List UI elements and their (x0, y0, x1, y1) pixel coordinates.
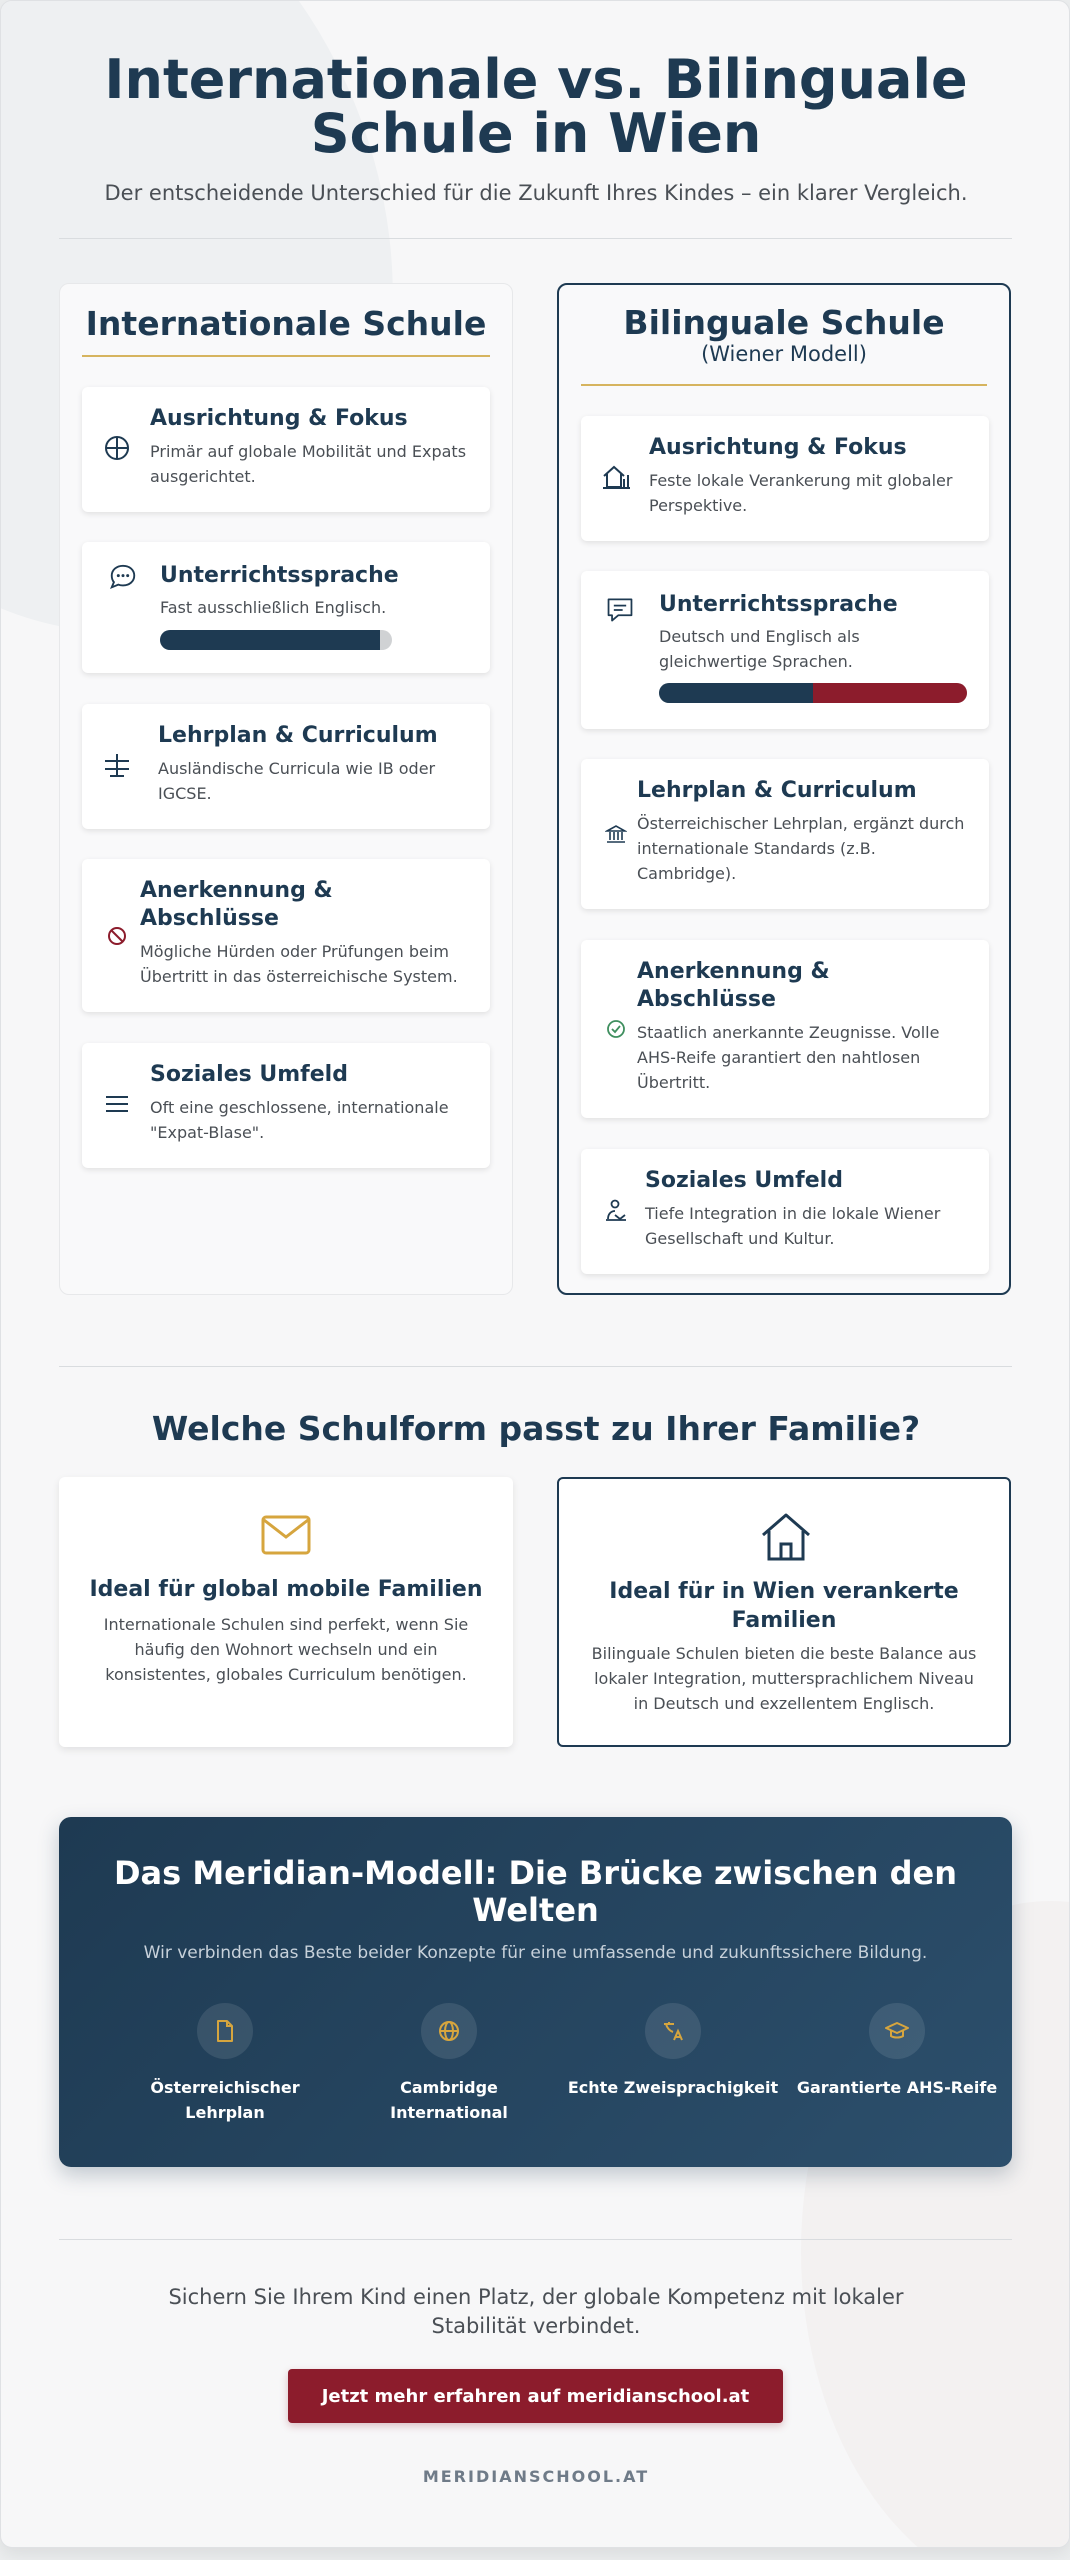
chat-bubble-icon (108, 562, 138, 592)
meridian-model-banner (59, 1817, 1012, 2167)
menu-lines-icon (102, 1089, 132, 1119)
page-subtitle: Der entscheidende Unterschied für die Zukunft Ihres Kindes – ein klarer Vergleich. (104, 181, 968, 205)
card-description: Bilinguale Schulen bieten die beste Balance aus lokaler Integration, muttersprachlichem Niveau in Deutsch und exzellentem Englisch. (591, 1644, 977, 1713)
local-family-card (557, 1477, 1011, 1747)
card-title: Unterrichtssprache (659, 592, 898, 617)
globe-icon (102, 433, 132, 463)
globe-icon (421, 2003, 477, 2059)
feature-label: Echte Zweisprachigkeit (567, 2078, 779, 2097)
card-anerkennung (82, 859, 490, 1012)
column-divider (82, 355, 490, 357)
divider (59, 1366, 1012, 1367)
card-title: Ausrichtung & Fokus (649, 435, 907, 460)
community-icon (601, 1195, 631, 1225)
learn-more-button[interactable]: Jetzt mehr erfahren auf meridianschool.at (288, 2369, 783, 2423)
card-description: Staatlich anerkannte Zeugnisse. Volle AHS-Reife garantiert den nahtlosen Übertritt. (637, 1023, 940, 1092)
column-title: Bilinguale Schule (623, 303, 945, 342)
english-share-bar (160, 630, 380, 650)
card-ausrichtung (581, 416, 989, 541)
translate-icon (645, 2003, 701, 2059)
international-school-column (59, 283, 513, 1295)
card-title: Ideal für global mobile Familien (89, 1577, 483, 1602)
card-title: Unterrichtssprache (160, 563, 399, 588)
card-title: Anerkennung & Abschlüsse (637, 959, 830, 1012)
column-divider (581, 384, 987, 386)
divider (59, 2239, 1012, 2240)
footer-brand[interactable]: MERIDIANSCHOOL.AT (422, 2467, 650, 2486)
message-icon (605, 595, 635, 625)
card-title: Lehrplan & Curriculum (637, 778, 917, 803)
card-lehrplan (581, 759, 989, 909)
card-description: Feste lokale Verankerung mit globaler Perspektive. (649, 471, 953, 515)
language-progress-bar (659, 683, 967, 703)
envelope-icon (258, 1507, 314, 1563)
card-description: Oft eine geschlossene, internationale "Expat-Blase". (150, 1098, 449, 1142)
card-unterrichtssprache (82, 542, 490, 673)
card-description: Deutsch und Englisch als gleichwertige Sprachen. (659, 627, 860, 671)
divider (59, 238, 1012, 239)
card-description: Österreichischer Lehrplan, ergänzt durch internationale Standards (z.B. Cambridge). (637, 814, 965, 883)
english-share-bar (813, 683, 967, 703)
card-anerkennung (581, 940, 989, 1118)
feature-label: Österreichischer Lehrplan (150, 2078, 300, 2122)
card-title: Ausrichtung & Fokus (150, 406, 408, 431)
house-chart-icon (601, 462, 631, 492)
card-description: Internationale Schulen sind perfekt, wenn Sie häufig den Wohnort wechseln und ein konsistentes, globales Curriculum benötigen. (103, 1615, 469, 1684)
column-title: Internationale Schule (85, 304, 487, 343)
feature-label: Cambridge International (390, 2078, 508, 2122)
card-title: Ideal für in Wien verankerte Familien (609, 1579, 959, 1633)
prohibited-icon (102, 921, 132, 951)
feature-label: Garantierte AHS-Reife (796, 2078, 998, 2097)
bilingual-school-column (557, 283, 1011, 1295)
check-circle-icon (601, 1014, 631, 1044)
banner-subtitle: Wir verbinden das Beste beider Konzepte für eine umfassende und zukunftssichere Bildung. (143, 1943, 928, 1963)
document-icon (197, 2003, 253, 2059)
page-title-line: Schule in Wien (310, 102, 762, 165)
page-title (61, 48, 1011, 165)
global-family-card (59, 1477, 513, 1747)
card-title: Anerkennung & Abschlüsse (140, 878, 333, 931)
card-title: Soziales Umfeld (150, 1062, 348, 1087)
cta-text: Sichern Sie Ihrem Kind einen Platz, der globale Kompetenz mit lokaler Stabilität verbindet. (168, 2285, 904, 2338)
scale-icon (102, 750, 132, 780)
german-share-bar (659, 683, 813, 703)
card-ausrichtung (82, 387, 490, 512)
section-title: Welche Schulform passt zu Ihrer Familie? (151, 1409, 921, 1448)
column-subtitle: (Wiener Modell) (701, 342, 867, 366)
card-title: Soziales Umfeld (645, 1168, 843, 1193)
banner-title: Das Meridian-Modell: Die Brücke zwischen den Welten (113, 1854, 957, 1929)
language-progress-bar (160, 630, 392, 650)
card-description: Ausländische Curricula wie IB oder IGCSE. (158, 759, 436, 803)
card-description: Primär auf globale Mobilität und Expats ausgerichtet. (150, 442, 467, 486)
card-unterrichtssprache (581, 571, 989, 729)
card-soziales-umfeld (82, 1043, 490, 1168)
card-description: Mögliche Hürden oder Prüfungen beim Übertritt in das österreichische System. (140, 942, 458, 986)
building-icon (601, 819, 631, 849)
page-title-line: Internationale vs. Bilinguale (104, 48, 968, 111)
card-soziales-umfeld (581, 1149, 989, 1274)
card-title: Lehrplan & Curriculum (158, 723, 438, 748)
card-description: Tiefe Integration in die lokale Wiener Gesellschaft und Kultur. (645, 1204, 941, 1248)
card-lehrplan (82, 704, 490, 829)
home-icon (758, 1509, 814, 1565)
card-description: Fast ausschließlich Englisch. (160, 598, 387, 617)
graduation-cap-icon (869, 2003, 925, 2059)
